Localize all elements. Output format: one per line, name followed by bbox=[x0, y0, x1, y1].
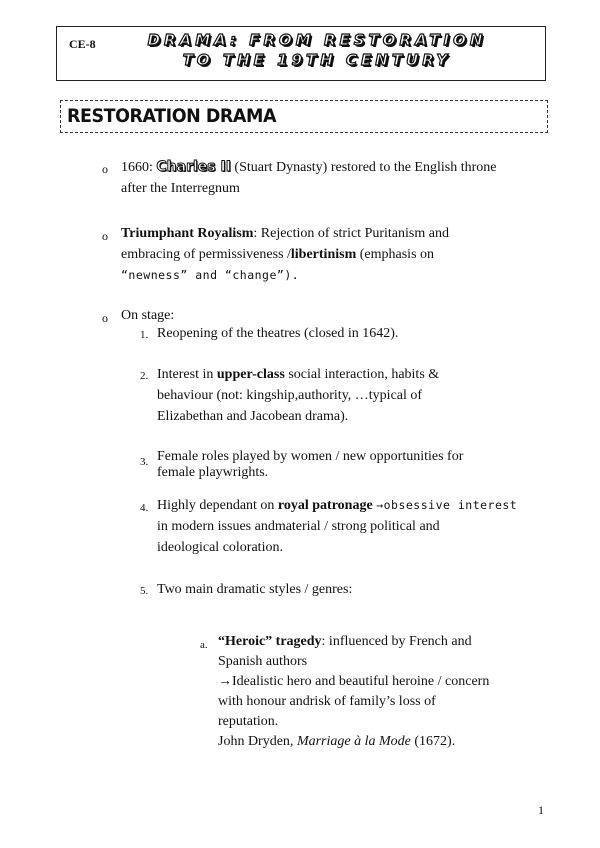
section-title: RESTORATION DRAMA bbox=[67, 105, 277, 127]
course-code: CE-8 bbox=[69, 37, 96, 51]
bullet-1: 1660: Charles II (Stuart Dynasty) restored to the English throne after the Interregnum bbox=[121, 159, 497, 196]
item-number: 1. bbox=[140, 329, 149, 341]
item-3: Female roles played by women / new opportunities for female playwrights. bbox=[157, 449, 464, 480]
item-number: 3. bbox=[140, 456, 149, 468]
item-2: Interest in upper-class social interaction, habits & behaviour (not: kingship,authority, …typical of Elizabethan and Jacobean drama). bbox=[157, 367, 440, 424]
header-box bbox=[56, 26, 546, 81]
subitem-letter: a. bbox=[200, 639, 208, 651]
item-number: 2. bbox=[140, 370, 149, 382]
page-number: 1 bbox=[538, 803, 544, 817]
item-1: Reopening of the theatres (closed in 1642). bbox=[157, 326, 399, 341]
document-title-line-2: TO THE 19TH CENTURY bbox=[182, 51, 452, 69]
item-number: 4. bbox=[140, 502, 149, 514]
charles-ii-name: Charles II bbox=[156, 159, 231, 175]
bullet-3: On stage: bbox=[121, 308, 175, 323]
subitem-a: “Heroic” tragedy: influenced by French and Spanish authors →Idealistic hero and beautiful heroine / concern with honour andrisk of family’s loss of reputation. John Dryden, Marriage à la Mode (1672). bbox=[218, 634, 490, 749]
section-heading-box bbox=[60, 100, 548, 133]
item-5: Two main dramatic styles / genres: bbox=[157, 582, 353, 597]
bullet-marker: o bbox=[102, 311, 108, 325]
document-title-line-1: DRAMA: FROM RESTORATION bbox=[147, 31, 487, 49]
bullet-marker: o bbox=[102, 229, 108, 243]
item-4: Highly dependant on royal patronage →obsessive interest in modern issues andmaterial / strong political and ideological coloration. bbox=[157, 498, 518, 555]
item-number: 5. bbox=[140, 585, 149, 597]
bullet-2: Triumphant Royalism: Rejection of strict Puritanism and embracing of permissiveness /libertinism (emphasis on “newness” and “change”). bbox=[121, 226, 449, 282]
bullet-marker: o bbox=[102, 162, 108, 176]
